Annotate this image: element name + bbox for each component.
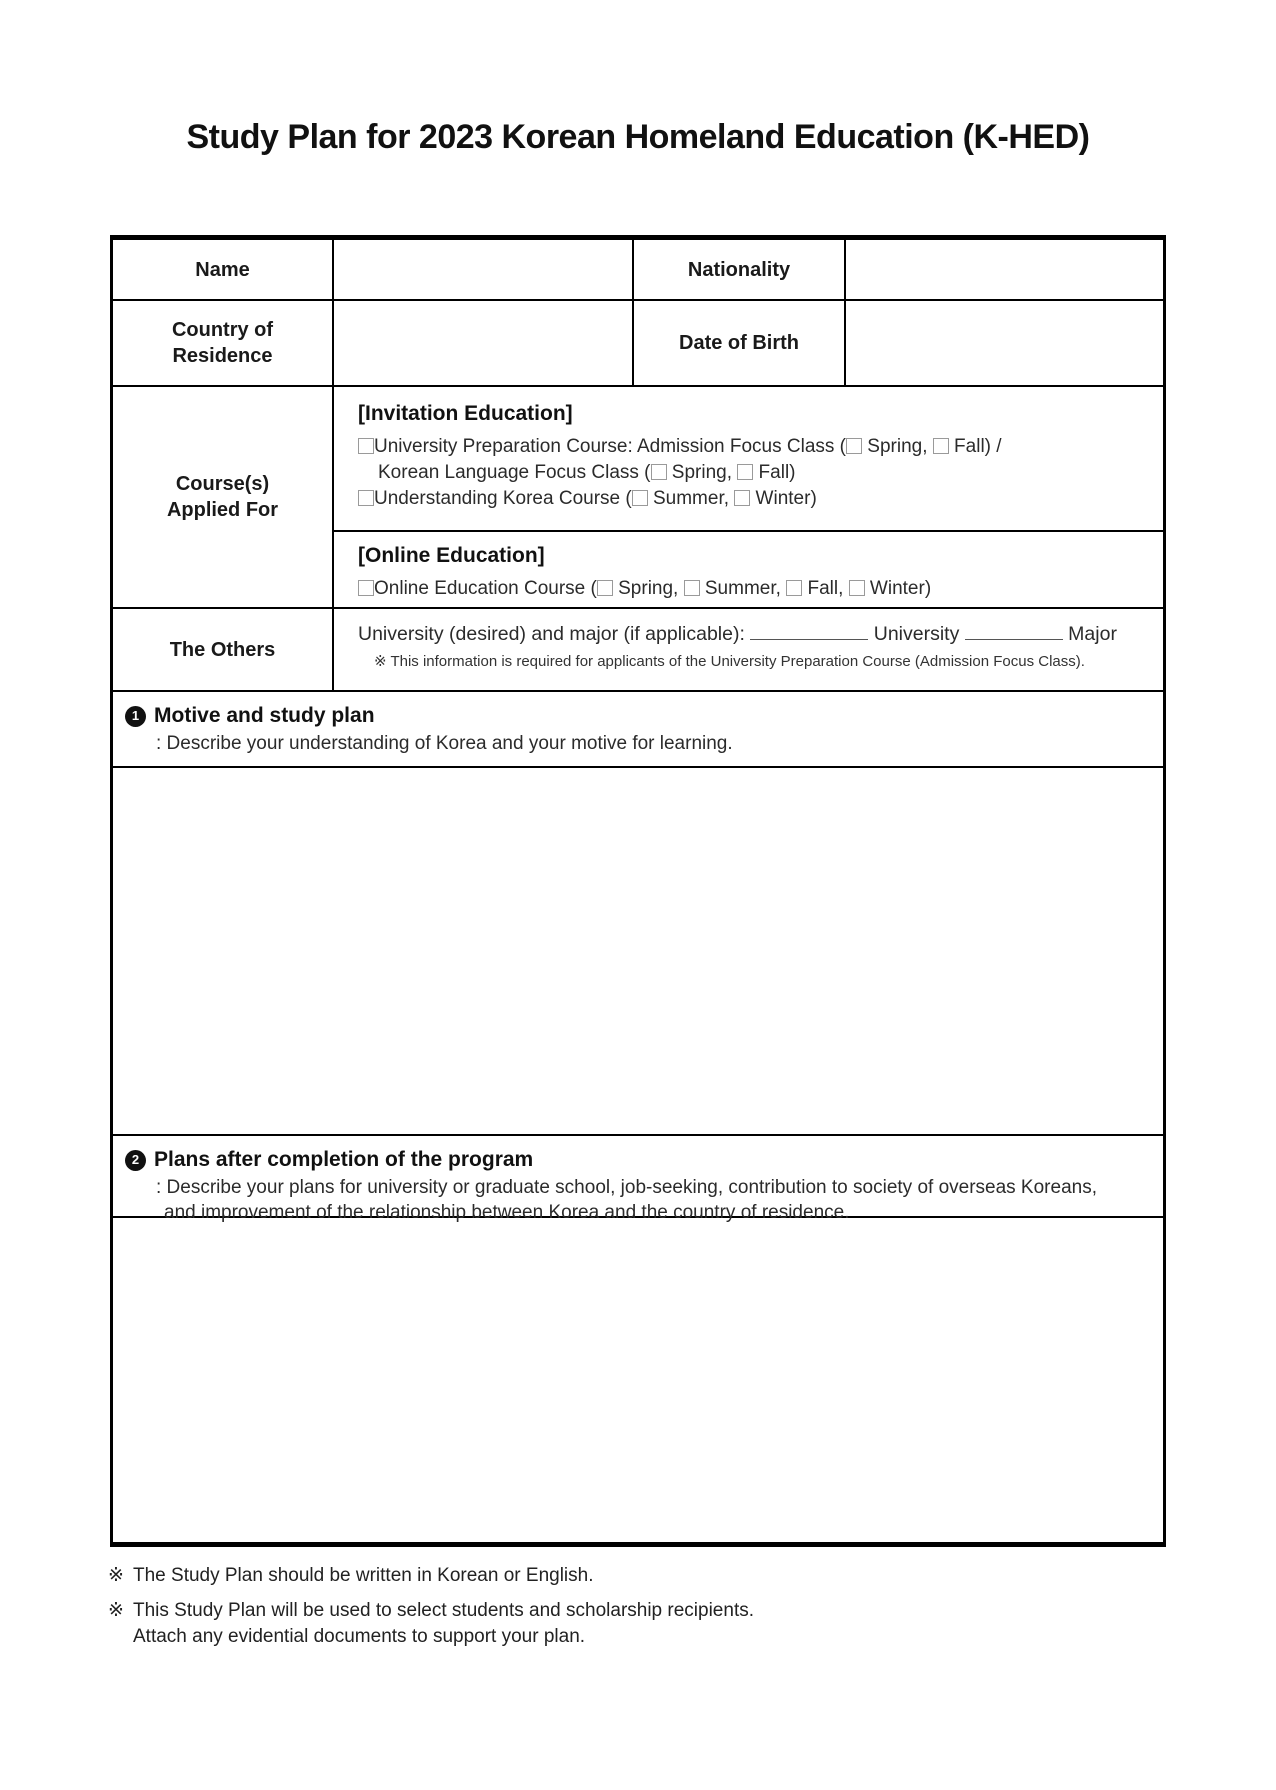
blank-field-university-name[interactable] (750, 625, 868, 640)
row-the-others (113, 607, 1163, 690)
text-segment: Spring, (862, 436, 933, 457)
section-motive-title-row (125, 701, 1149, 731)
row-courses-applied-for (113, 385, 1163, 607)
text-segment: Online Education Course ( (374, 578, 597, 599)
the-others-note: ※ This information is required for applicants of the University Preparation Course (Admission Focus Class). (374, 653, 1085, 670)
the-others-label: The Others (169, 638, 276, 661)
text-segment: Spring, (666, 462, 738, 483)
checkbox-online-education-course[interactable] (358, 580, 374, 596)
checkbox-understanding-korea-course[interactable] (358, 490, 374, 506)
checkbox-admission-focus-fall[interactable] (933, 438, 949, 454)
name-label: Name (195, 258, 250, 281)
country-of-residence-input-cell[interactable] (332, 301, 632, 385)
invitation-education-heading: [Invitation Education] (358, 402, 573, 425)
section-plans-header (113, 1134, 1163, 1223)
footnote-evidence: Attach any evidential documents to support your plan. (133, 1626, 586, 1647)
section-motive-description: : Describe your understanding of Korea and your motive for learning. (156, 733, 733, 754)
checkbox-online-summer[interactable] (684, 580, 700, 596)
checkbox-korean-language-fall[interactable] (737, 464, 753, 480)
checkbox-understanding-korea-summer[interactable] (632, 490, 648, 506)
country-of-residence-label: Country of Residence (171, 319, 274, 367)
text-segment: Korean Language Focus Class ( (378, 462, 651, 483)
courses-applied-for-label: Course(s) Applied For (166, 473, 279, 521)
university-and-major-line (358, 621, 1151, 648)
online-education-section (334, 530, 1163, 607)
text-segment: Summer, (699, 578, 787, 599)
section-plans-description-line1: : Describe your plans for university or graduate school, job-seeking, contribution to society of overseas Koreans, (156, 1177, 1097, 1198)
text-segment: Summer, (647, 488, 735, 509)
text-segment: Spring, (612, 578, 684, 599)
section-1-number-badge: 1 (125, 706, 146, 727)
footnotes (108, 1563, 1276, 1650)
text-segment: University Preparation Course: Admission Focus Class ( (374, 436, 847, 457)
checkbox-admission-focus-spring[interactable] (846, 438, 862, 454)
checkbox-online-winter[interactable] (849, 580, 865, 596)
motive-answer-area[interactable] (113, 766, 1163, 1134)
date-of-birth-input-cell[interactable] (844, 301, 1163, 385)
section-2-number-badge: 2 (125, 1150, 146, 1171)
checkbox-university-preparation-course[interactable] (358, 438, 374, 454)
course-option-university-preparation (358, 434, 1151, 460)
checkbox-online-fall[interactable] (786, 580, 802, 596)
text-segment: Major (1062, 623, 1117, 645)
nationality-label: Nationality (632, 240, 844, 299)
page-title: Study Plan for 2023 Korean Homeland Education (K-HED) (186, 118, 1090, 156)
section-plans-title-row (125, 1145, 1149, 1175)
text-segment: Fall) / (948, 436, 1002, 457)
plans-answer-area[interactable] (113, 1216, 1163, 1542)
checkbox-korean-language-spring[interactable] (651, 464, 667, 480)
course-option-korean-language-focus (358, 460, 1151, 486)
text-segment: Winter) (864, 578, 932, 599)
reference-mark-icon: ※ (108, 1565, 124, 1586)
the-others-cell (332, 609, 1163, 690)
blank-field-major-name[interactable] (965, 625, 1063, 640)
section-motive-title: Motive and study plan (154, 704, 375, 727)
text-segment: Winter) (750, 488, 817, 509)
row-country-dob (113, 299, 1163, 385)
section-motive-header (113, 690, 1163, 766)
text-segment: University (868, 623, 965, 645)
text-segment: Understanding Korea Course ( (374, 488, 632, 509)
online-education-heading: [Online Education] (358, 544, 545, 567)
text-segment: Fall) (753, 462, 796, 483)
nationality-input-cell[interactable] (844, 240, 1163, 299)
study-plan-table (110, 235, 1166, 1547)
checkbox-online-spring[interactable] (597, 580, 613, 596)
courses-options-cell (332, 387, 1163, 607)
text-segment: Fall, (802, 578, 849, 599)
course-option-online-education (358, 576, 1151, 602)
date-of-birth-label: Date of Birth (632, 301, 844, 385)
course-option-understanding-korea (358, 486, 1151, 512)
name-input-cell[interactable] (332, 240, 632, 299)
footnote-language: ※ The Study Plan should be written in Korean or English. (108, 1563, 1276, 1589)
reference-mark-icon: ※ (108, 1600, 124, 1621)
checkbox-understanding-korea-winter[interactable] (734, 490, 750, 506)
section-plans-description-line2: and improvement of the relationship between Korea and the country of residence. (164, 1202, 850, 1223)
text-segment: University (desired) and major (if applicable): (358, 623, 751, 645)
invitation-education-section (334, 387, 1163, 530)
section-plans-title: Plans after completion of the program (154, 1148, 534, 1171)
row-name-nationality (113, 240, 1163, 299)
footnote-selection: ※ This Study Plan will be used to select students and scholarship recipients. (108, 1598, 1276, 1624)
